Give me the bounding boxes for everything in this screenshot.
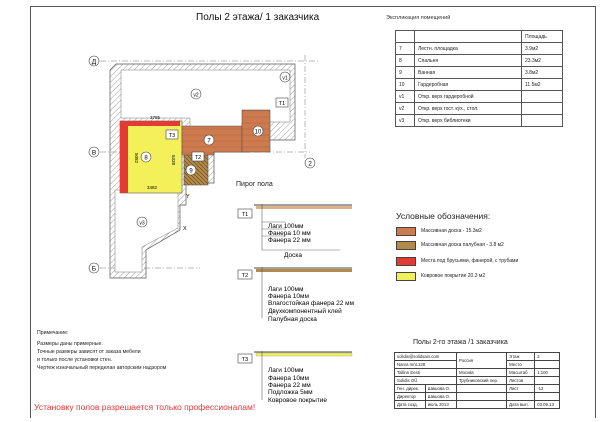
table-row: solidis@solidsain.com Россия Этаж 2 xyxy=(395,353,560,361)
t3-layer-3: Фанера 22 мм xyxy=(268,382,311,389)
t2-layer-2: Фанера 10мм xyxy=(268,293,309,300)
dim-5338: 5338 xyxy=(171,154,176,166)
section-tag-t1: T1 xyxy=(241,212,249,218)
dim-5082: 5082 xyxy=(134,152,139,164)
room-8-red-top xyxy=(128,121,180,126)
table-row: 9 Ванная 3.8м2 xyxy=(396,67,563,79)
room-label-v3: v3 xyxy=(139,220,145,227)
legend-swatch-carpet xyxy=(396,272,416,281)
dim-3785: 3785 xyxy=(149,115,161,120)
marker-y: Y xyxy=(186,194,190,200)
legend-swatch-deck xyxy=(396,241,416,250)
section-tag-t2: T2 xyxy=(241,273,249,279)
axis-label-2: 2 xyxy=(308,160,312,168)
t1-layer-4: Доска xyxy=(284,252,302,259)
t1-layer-1: Лаги 100мм xyxy=(268,223,304,230)
title-block xyxy=(394,352,560,409)
axis-label-v: В xyxy=(91,149,97,157)
table-row: Solidis OÜ Трубниковский пер. Листов xyxy=(395,377,560,385)
pirog-title: Пирог пола xyxy=(236,181,273,188)
section-tag-t3: T3 xyxy=(241,357,249,363)
table-row: 7 Лестн. площадка 3.9м2 xyxy=(396,43,563,55)
table-row: 8 Спальня 23.3м2 xyxy=(396,55,563,67)
legend-item: Массивная доска палубная - 3.8 м2 xyxy=(396,240,504,250)
note-line: Размеры даны примерные. xyxy=(37,341,103,347)
table-row: 10 Гардеробная 11.5м2 xyxy=(396,79,563,91)
table-row: Дата созд. июль 2013 Дата вып. 03.09.13 xyxy=(395,401,560,409)
t3-layer-5: Ковровое покрытие xyxy=(268,397,327,404)
table-row: Tallinn Eesti Москва Масштаб 1:100 xyxy=(395,369,560,377)
notes-heading: Примечание: xyxy=(37,330,69,336)
room-label-v2: v2 xyxy=(193,92,199,99)
room-8-red-strip xyxy=(120,121,128,193)
legend-title: Условные обозначения: xyxy=(396,211,491,221)
table-row: Директор Шишова О. xyxy=(395,393,560,401)
note-line: Точные размеры зависят от заказа мебели xyxy=(37,349,141,355)
legend-swatch-wood xyxy=(396,227,416,236)
plan-tag-t2: T2 xyxy=(194,155,202,161)
axis-label-d: Д xyxy=(91,58,97,66)
t2-layer-3: Влагостойкая фанера 22 мм xyxy=(268,300,355,307)
legend-swatch-red xyxy=(396,257,416,266)
table-row: v2 Откр. верх гост. кух., стол. xyxy=(396,103,563,115)
table-row: v3 Откр. верх библиотеки xyxy=(396,115,563,127)
t3-layer-4: Подложка 5мм xyxy=(268,389,313,396)
legend-item: Ковровое покрытие 20.3 м2 xyxy=(396,271,485,281)
axis-label-b: Б xyxy=(91,265,97,273)
drawing-title: Полы 2 этажа/ 1 заказчика xyxy=(196,12,320,23)
t1-layer-3: Фанера 22 мм xyxy=(268,237,311,244)
table-row: v1 Откр. верх гардеробной xyxy=(396,91,563,103)
legend-item: Места под брусьями, фанерой, с трубами xyxy=(396,256,518,266)
dim-3482: 3482 xyxy=(146,185,158,190)
t1-layer-2: Фанера 10 мм xyxy=(268,230,311,237)
lower-open-area xyxy=(115,190,178,272)
t2-layer-1: Лаги 100мм xyxy=(268,286,304,293)
table-row: Narva mnt.128 Место xyxy=(395,361,560,369)
explication-title: Экспликация помещений xyxy=(386,15,451,21)
table-row: Ген. дирек. Шишова О. Лист -12 xyxy=(395,385,560,393)
room-label-9: 9 xyxy=(189,168,193,175)
t2-layer-5: Палубная доска xyxy=(268,316,317,323)
note-line: и только после установки стен. xyxy=(37,357,113,363)
room-label-10: 10 xyxy=(254,129,262,136)
t3-layer-1: Лаги 100мм xyxy=(268,367,304,374)
area-header: Площадь xyxy=(522,31,563,43)
t2-layer-4: Двухкомпонентный клей xyxy=(268,308,342,315)
marker-x: X xyxy=(183,226,187,232)
room-label-8: 8 xyxy=(144,155,148,162)
t3-layer-2: Фанера 10мм xyxy=(268,375,309,382)
legend-item: Массивная доска - 15.3м2 xyxy=(396,226,482,236)
warning-text: Установку полов разрешается только профессионалам! xyxy=(34,402,256,412)
stamp-title: Полы 2-го этажа /1 заказчика xyxy=(413,339,508,346)
room-label-7: 7 xyxy=(207,138,211,145)
room-label-v1: v1 xyxy=(282,75,288,82)
plan-tag-t3: T3 xyxy=(168,133,176,139)
note-line: Чертеж изначальный переделан авторским надзором xyxy=(37,365,167,371)
plan-tag-t1: T1 xyxy=(278,101,286,107)
